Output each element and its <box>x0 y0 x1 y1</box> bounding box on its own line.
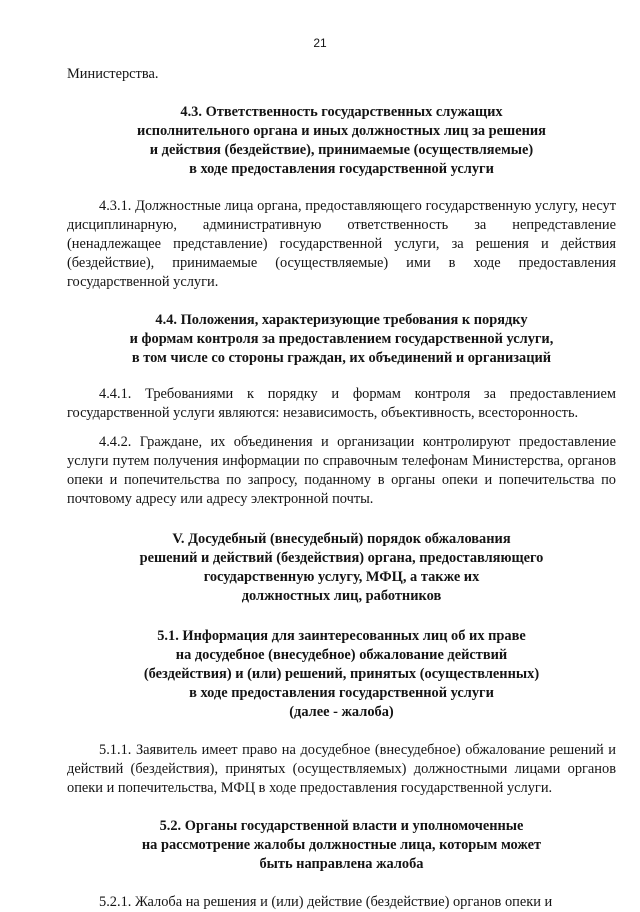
heading-5-1 <box>67 627 616 722</box>
paragraph-4-4-1: 4.4.1. Требованиями к порядку и формам контроля за предоставлением государственной услуги являются: независимость, объективность, всесторонность. <box>67 386 616 421</box>
heading-4-3 <box>67 103 616 179</box>
paragraph-4-3-1: 4.3.1. Должностные лица органа, предоставляющего государственную услугу, несут дисциплинарную, административную ответственность за непредставление (ненадлежащее представление) государственной услуги, за решения и действия (бездействие), принимаемые (осуществляемые) ими в ходе предоставления государственной услуги. <box>67 198 616 290</box>
heading-line: 4.3. Ответственность государственных служащих <box>180 104 503 120</box>
heading-line: решений и действий (бездействия) органа, предоставляющего <box>139 550 544 566</box>
page-number: 21 <box>313 36 327 50</box>
heading-line: (бездействия) и (или) решений, принятых (осуществленных) <box>143 666 540 682</box>
document-body <box>67 65 616 912</box>
heading-line: на рассмотрение жалобы должностные лица, которым может <box>141 837 542 853</box>
heading-line: 5.2. Органы государственной власти и уполномоченные <box>159 818 524 834</box>
heading-line: и формам контроля за предоставлением государственной услуги, <box>129 331 554 347</box>
heading-line: на досудебное (внесудебное) обжалование действий <box>175 647 508 663</box>
heading-line: 4.4. Положения, характеризующие требования к порядку <box>155 312 528 328</box>
paragraph-4-4-2: 4.4.2. Граждане, их объединения и организации контролируют предоставление услуги путем получения информации по справочным телефонам Министерства, органов опеки и попечительства по запросу, поданному в органы опеки и попечительства по почтовому адресу или адресу электронной почты. <box>67 434 616 507</box>
heading-5-2 <box>67 817 616 874</box>
heading-line: государственную услугу, МФЦ, а также их <box>203 569 480 585</box>
heading-line: в ходе предоставления государственной услуги <box>189 161 494 177</box>
heading-line: V. Досудебный (внесудебный) порядок обжалования <box>172 531 511 547</box>
heading-line: (далее - жалоба) <box>289 704 394 720</box>
heading-line: должностных лиц, работников <box>241 588 442 604</box>
heading-section-v <box>67 530 616 606</box>
heading-line: исполнительного органа и иных должностных лиц за решения <box>137 123 546 139</box>
paragraph-5-1-1: 5.1.1. Заявитель имеет право на досудебное (внесудебное) обжалование решений и действий (бездействия), принятых (осуществляемых) должностными лицами органов опеки и попечительства, МФЦ в ходе предоставления государственной услуги. <box>67 742 616 796</box>
heading-line: в ходе предоставления государственной услуги <box>189 685 494 701</box>
paragraph-5-2-1: 5.2.1. Жалоба на решения и (или) действие (бездействие) органов опеки и <box>99 894 553 910</box>
heading-line: быть направлена жалоба <box>259 856 424 872</box>
heading-line: 5.1. Информация для заинтересованных лиц об их праве <box>157 628 526 644</box>
heading-4-4 <box>67 311 616 368</box>
heading-line: в том числе со стороны граждан, их объединений и организаций <box>131 350 552 366</box>
heading-line: и действия (бездействие), принимаемые (осуществляемые) <box>149 142 534 158</box>
intro-text: Министерства. <box>67 66 159 82</box>
